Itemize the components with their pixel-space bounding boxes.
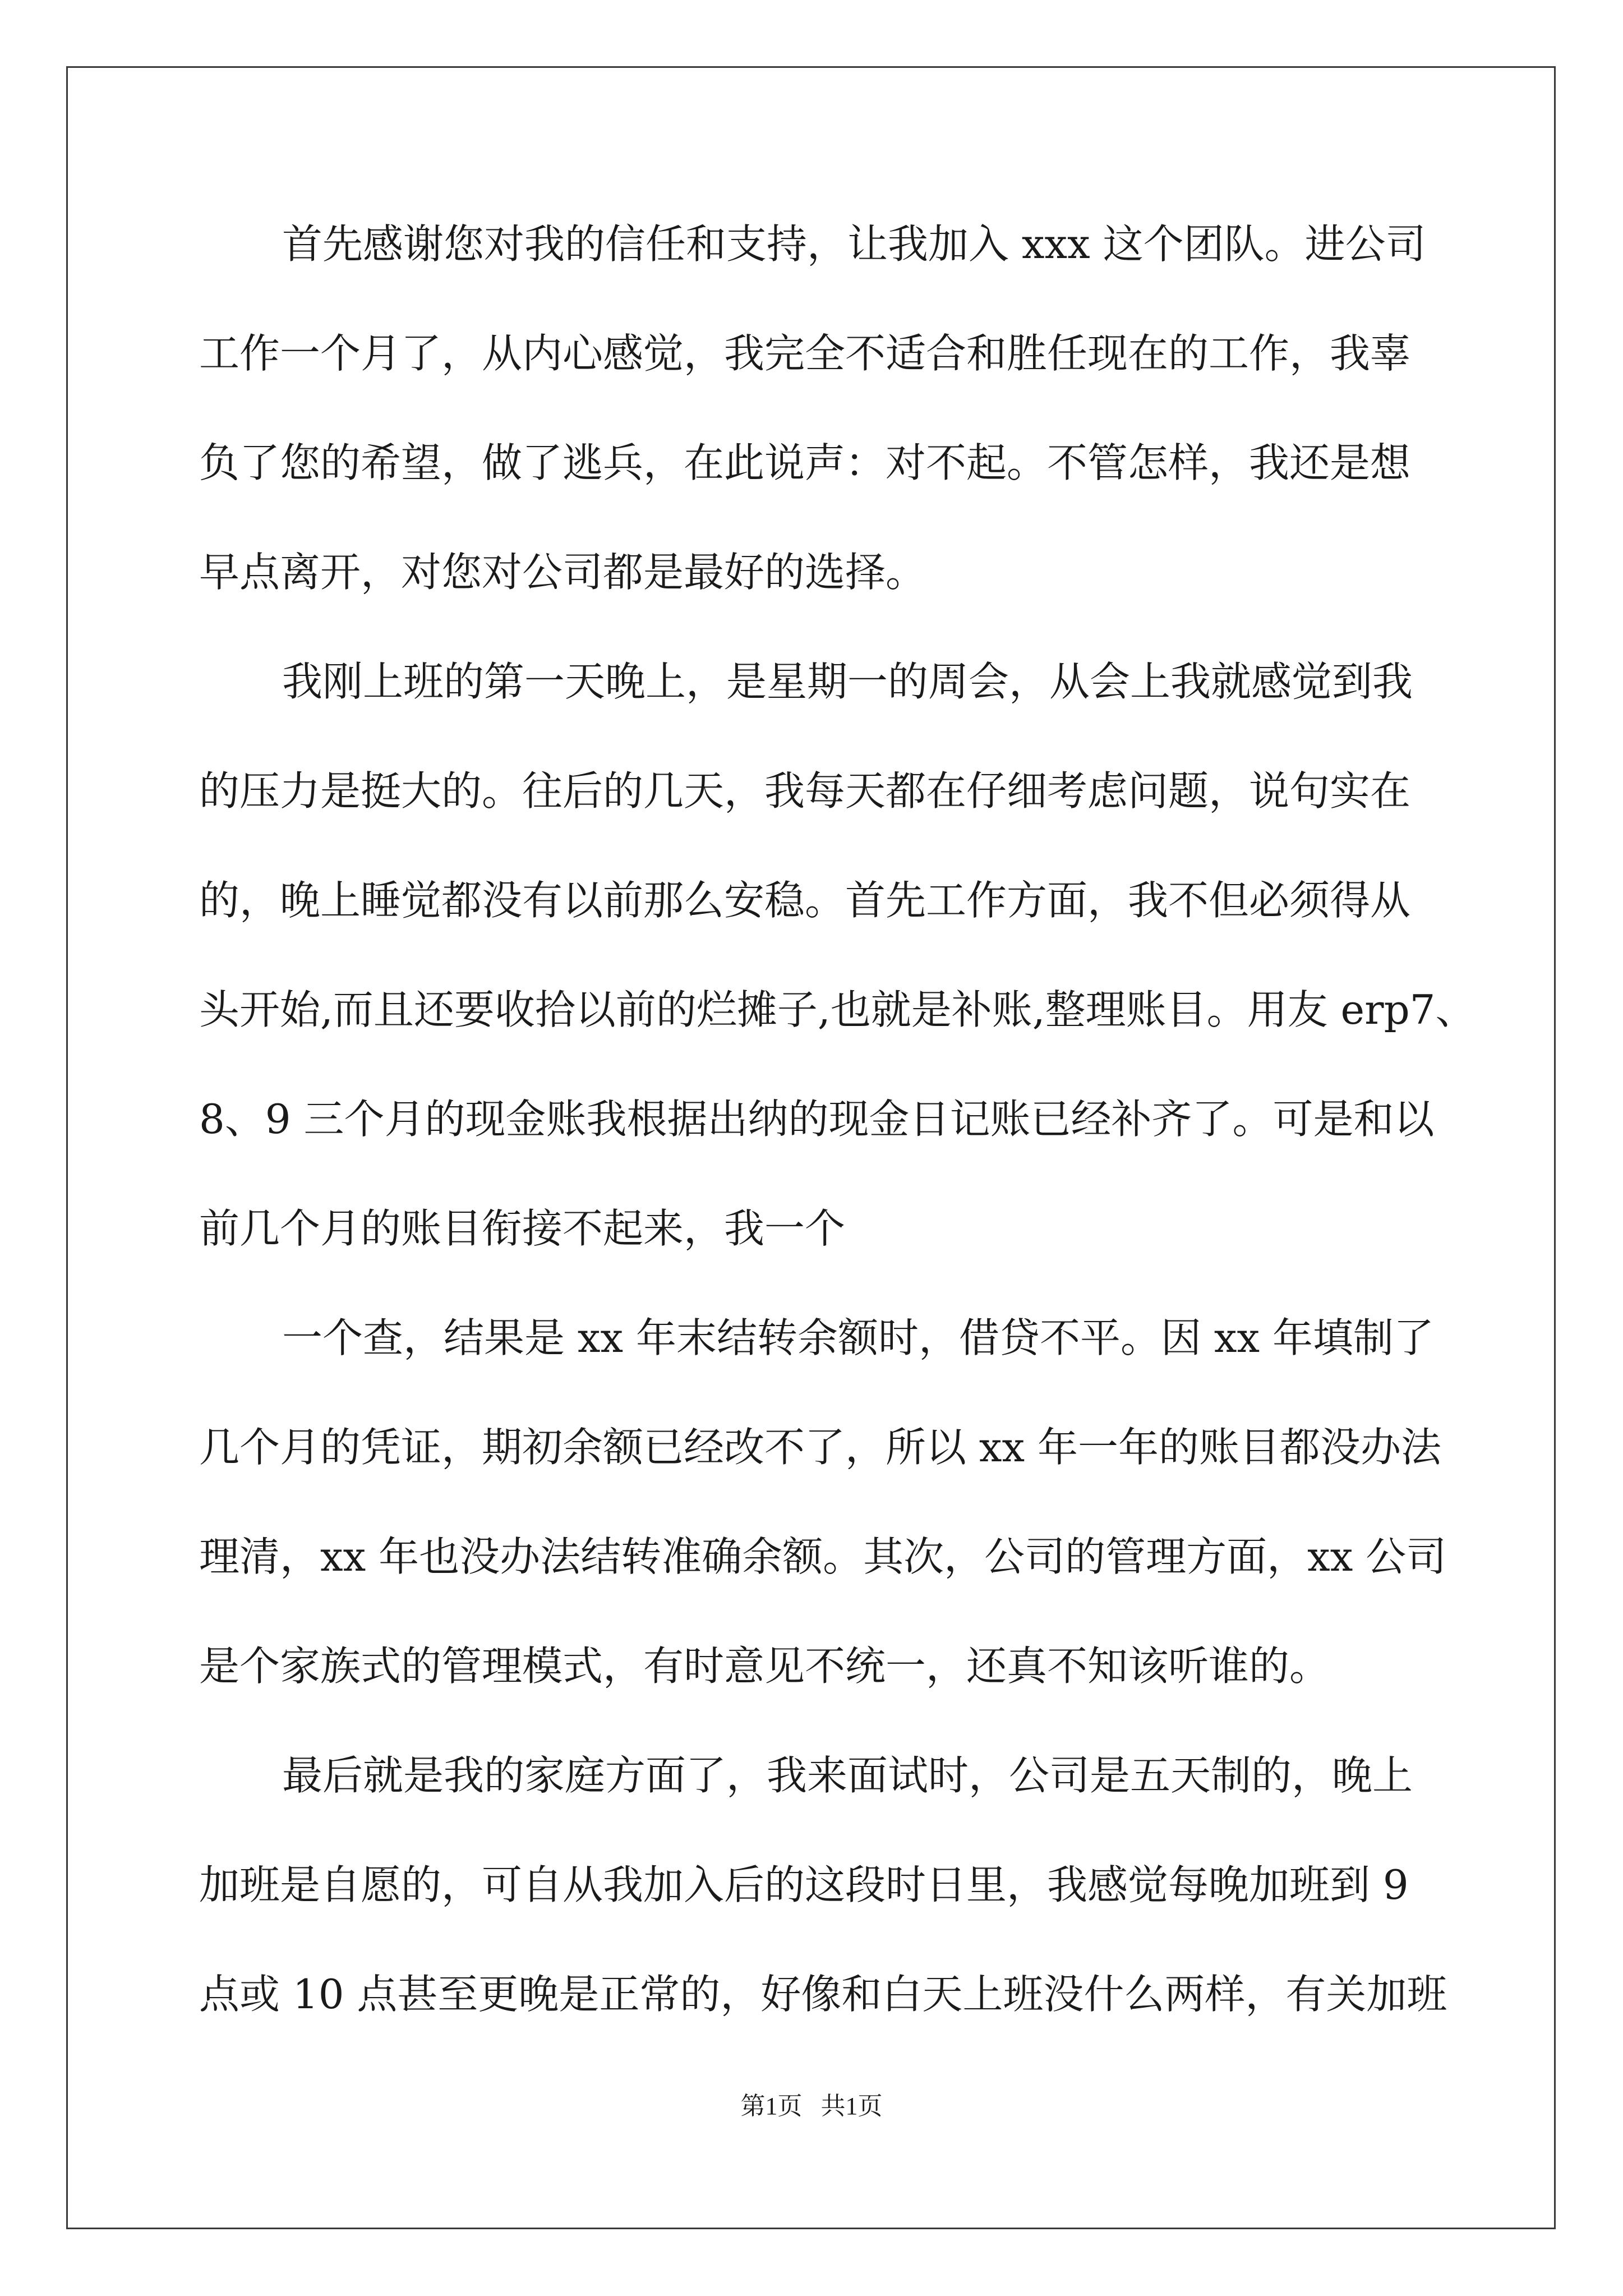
paragraph-4-line-1: 最后就是我的家庭方面了，我来面试时，公司是五天制的，晚上 [282,1752,1413,1799]
paragraph-3-line-3: 理清，xx 年也没办法结转准确余额。其次，公司的管理方面，xx 公司 [199,1533,1447,1580]
paragraph-2-line-3: 的，晚上睡觉都没有以前那么安稳。首先工作方面，我不但必须得从 [199,877,1411,924]
paragraph-2-line-5: 8、9 三个月的现金账我根据出纳的现金日记账已经补齐了。可是和以 [199,1096,1435,1143]
paragraph-1-line-3: 负了您的希望，做了逃兵，在此说声：对不起。不管怎样，我还是想 [199,439,1411,486]
paragraph-3-line-4: 是个家族式的管理模式，有时意见不统一，还真不知该听谁的。 [199,1642,1330,1690]
page-footer: 第1页 共1页 [740,2092,883,2120]
paragraph-2-line-6: 前几个月的账目衔接不起来，我一个 [199,1205,846,1252]
paragraph-4-line-2: 加班是自愿的，可自从我加入后的这段时日里，我感觉每晚加班到 9 [199,1861,1409,1908]
paragraph-1-line-4: 早点离开，对您对公司都是最好的选择。 [199,549,926,596]
paragraph-3-line-1: 一个查，结果是 xx 年末结转余额时，借贷不平。因 xx 年填制了 [282,1314,1434,1361]
paragraph-1-line-1: 首先感谢您对我的信任和支持，让我加入 xxx 这个团队。进公司 [282,220,1426,268]
paragraph-1-line-2: 工作一个月了，从内心感觉，我完全不适合和胜任现在的工作，我辜 [199,330,1411,377]
paragraph-2-line-2: 的压力是挺大的。往后的几天，我每天都在仔细考虑问题，说句实在 [199,767,1411,815]
paragraph-3-line-2: 几个月的凭证，期初余额已经改不了，所以 xx 年一年的账目都没办法 [199,1424,1441,1471]
paragraph-2-line-1: 我刚上班的第一天晚上，是星期一的周会，从会上我就感觉到我 [282,658,1413,705]
paragraph-2-line-4: 头开始,而且还要收拾以前的烂摊子,也就是补账,整理账目。用友 erp7、 [199,986,1476,1033]
paragraph-4-line-3: 点或 10 点甚至更晚是正常的，好像和白天上班没什么两样，有关加班 [199,1971,1447,2018]
